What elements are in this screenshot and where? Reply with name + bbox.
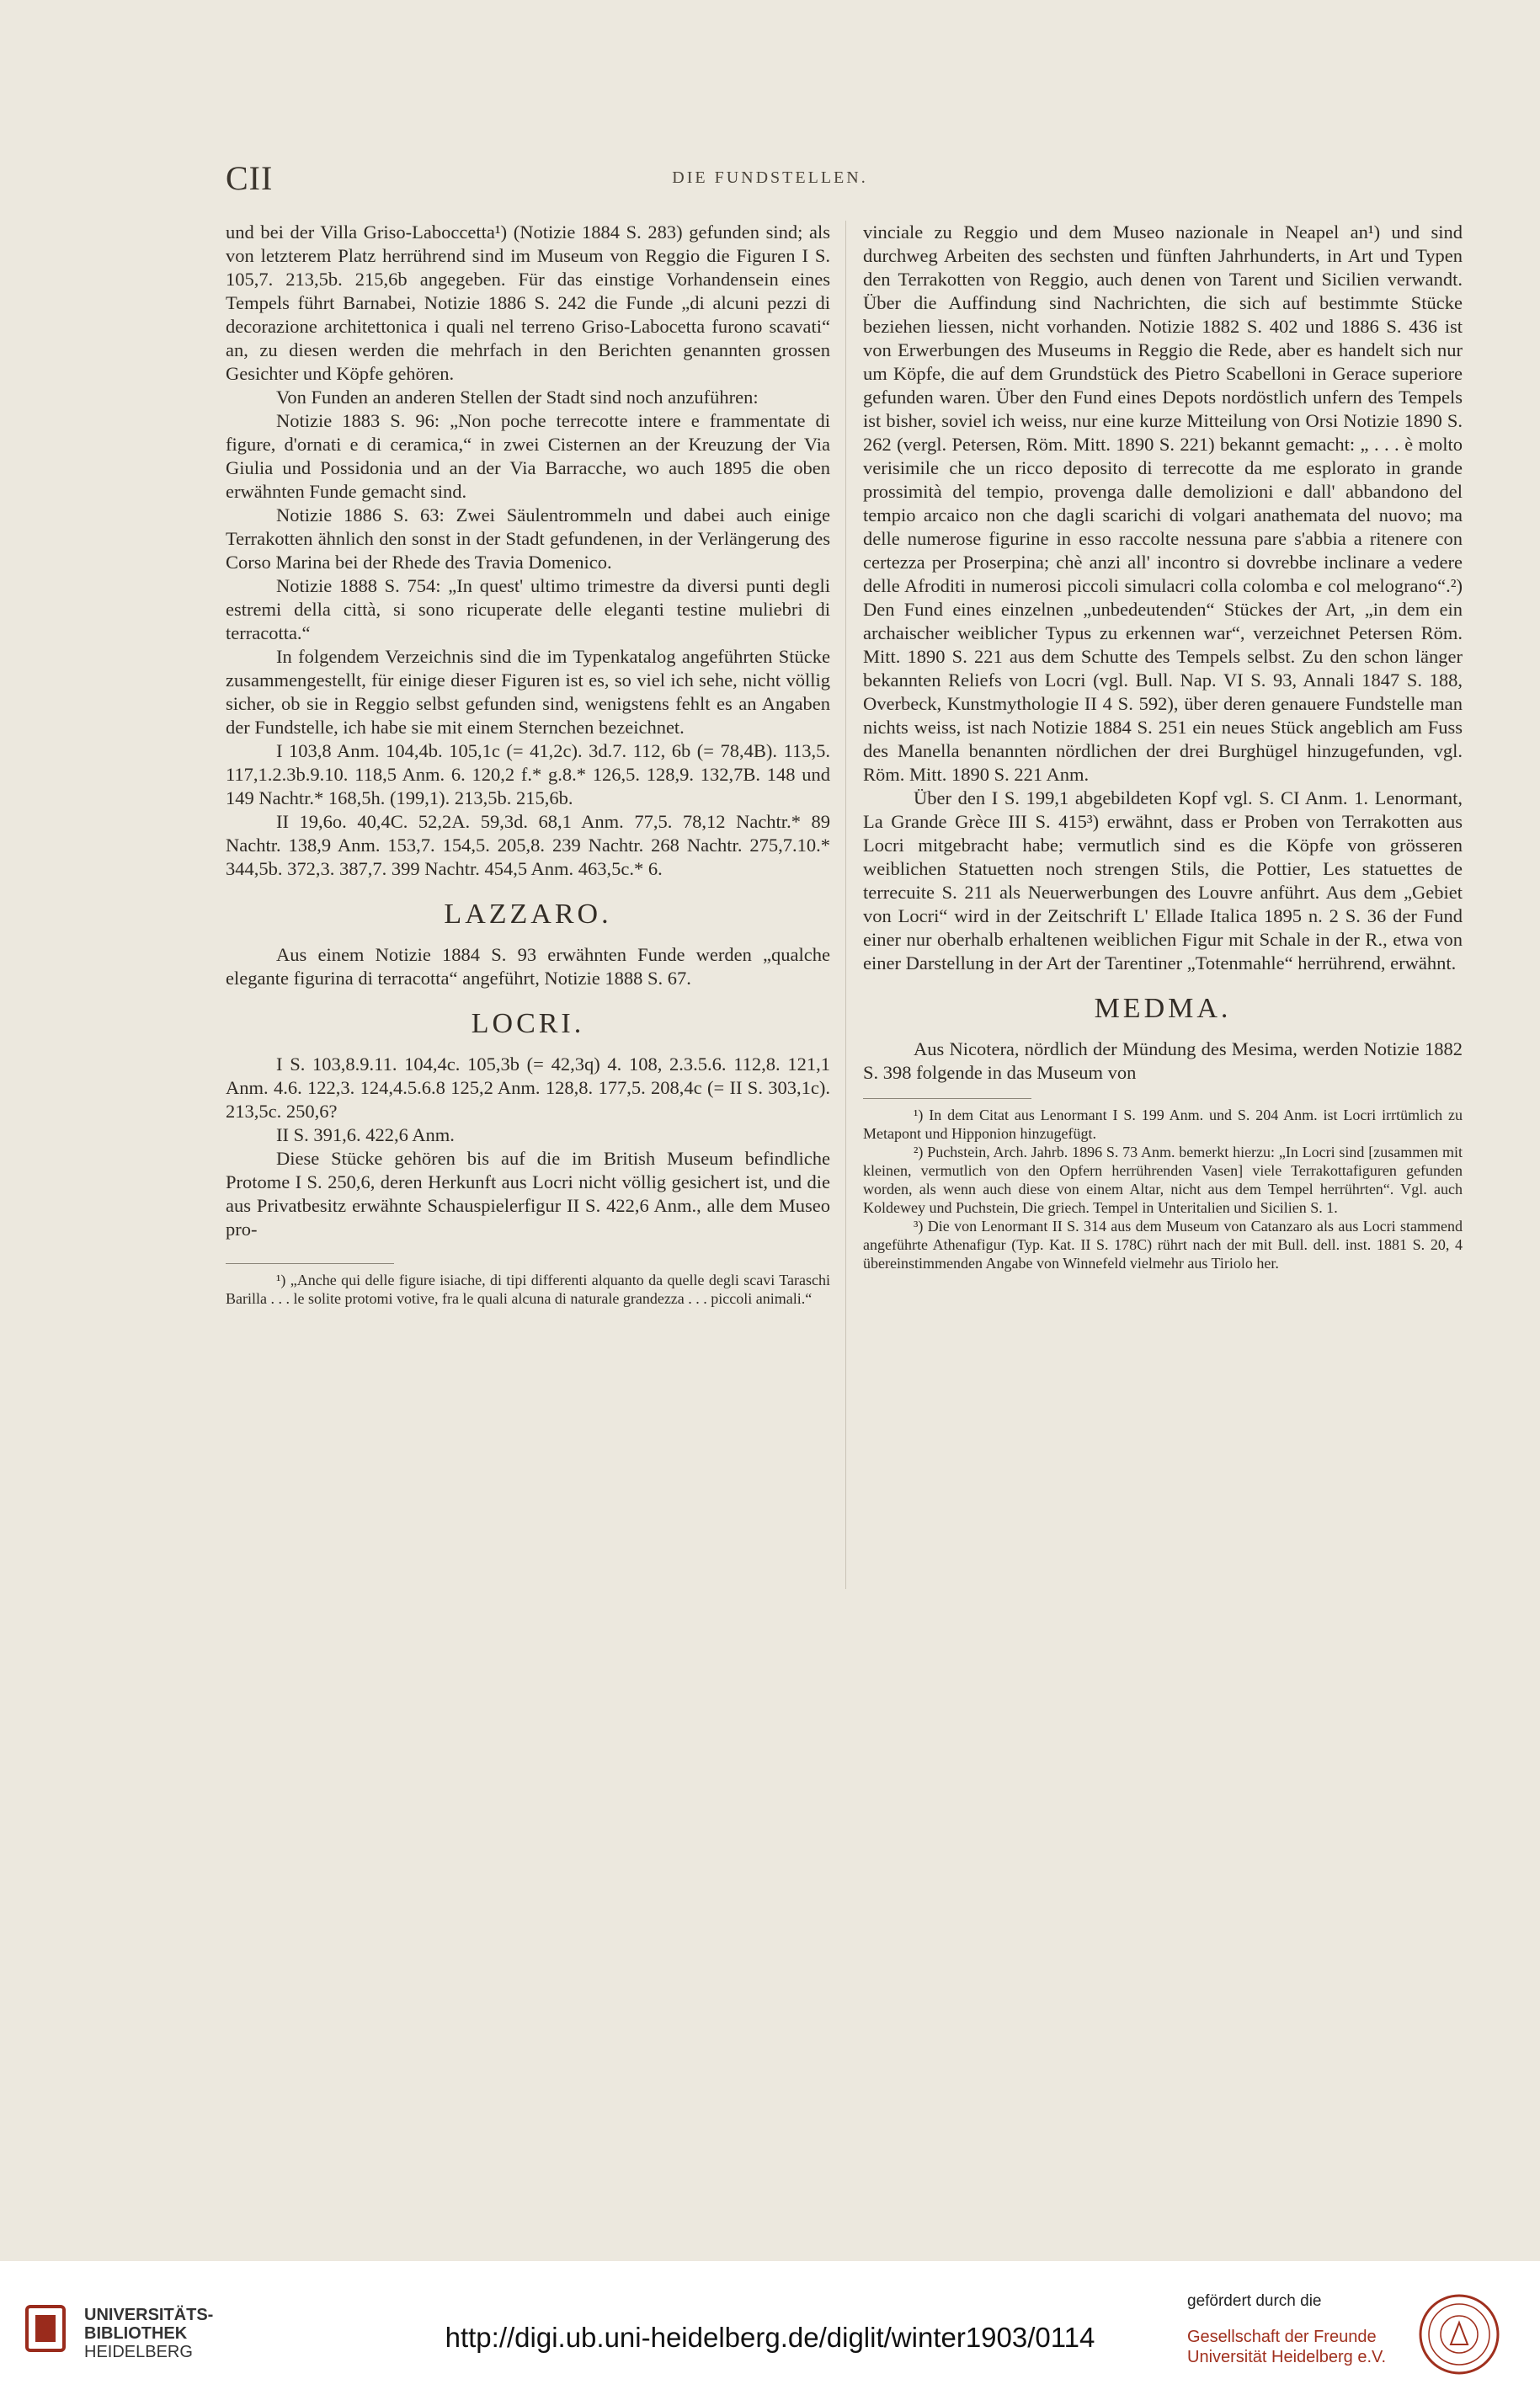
- society-name[interactable]: [1187, 2327, 1386, 2367]
- catalog-list: II S. 391,6. 422,6 Anm.: [276, 1124, 455, 1145]
- uni-line: UNIVERSITÄTS-: [84, 2306, 214, 2324]
- society-line: Gesellschaft der Freunde: [1187, 2328, 1377, 2346]
- footnote: ²) Puchstein, Arch. Jahrb. 1896 S. 73 Anm. bemerkt hierzu: „In Locri sind [zusammen mit kleinen, vermutlich von den Opfern herrührenden Vasen] viele Terrakottafiguren gefunden worden, als wenn auch diese von einem Altar, nicht aus dem Tempel herrührten“. Vgl. auch Koldewey und Puchstein, Die griech. Tempel in Unteritalien und Sicilien S. 1.: [863, 1144, 1463, 1216]
- page-number: CII: [226, 159, 274, 197]
- footnote-rule: [863, 1098, 1031, 1099]
- paragraph: Von Funden an anderen Stellen der Stadt sind noch anzuführen:: [276, 387, 759, 408]
- left-column: [226, 221, 830, 1308]
- uni-line: HEIDELBERG: [84, 2343, 193, 2361]
- footnote: ¹) „Anche qui delle figure isiache, di tipi differenti alquanto da quelle degli scavi Taraschi Barilla . . . le solite protomi votive, fra le quali alcuna di naturale grandezza . . . piccoli animali.“: [226, 1272, 830, 1307]
- catalog-list: I S. 103,8.9.11. 104,4c. 105,3b (= 42,3q) 4. 108, 2.3.5.6. 112,8. 121,1 Anm. 4.6. 122,3. 124,4.5.6.8 125,2 Anm. 128,8. 177,5. 208,4c (= II S. 303,1c). 213,5c. 250,6?: [226, 1053, 830, 1122]
- uni-line: BIBLIOTHEK: [84, 2324, 188, 2343]
- catalog-list: II 19,6o. 40,4C. 52,2A. 59,3d. 68,1 Anm. 77,5. 78,12 Nachtr.* 89 Nachtr. 138,9 Anm. 153,7. 154,5. 205,8. 239 Nachtr. 268 Nachtr. 275,7.10.* 344,5b. 372,3. 387,7. 399 Nachtr. 454,5 Anm. 463,5c.* 6.: [226, 811, 830, 879]
- society-seal-icon[interactable]: [1417, 2292, 1501, 2376]
- paragraph: Aus einem Notizie 1884 S. 93 erwähnten Funde werden „qualche elegante figurina di terracotta“ angeführt, Notizie 1888 S. 67.: [226, 944, 830, 989]
- funded-by-label: gefördert durch die: [1187, 2292, 1322, 2310]
- footnote-rule: [226, 1263, 394, 1264]
- paragraph: Diese Stücke gehören bis auf die im British Museum befindliche Protome I S. 250,6, deren Herkunft aus Locri nicht völlig gesichert ist, und die aus Privatbesitz erwähnte Schauspielerfigur II S. 422,6 Anm., alle dem Museo pro-: [226, 1148, 830, 1240]
- catalog-list: I 103,8 Anm. 104,4b. 105,1c (= 41,2c). 3d.7. 112, 6b (= 78,4B). 113,5. 117,1.2.3b.9.10. 118,5 Anm. 6. 120,2 f.* g.8.* 126,5. 128,9. 132,7B. 148 und 149 Nachtr.* 168,5h. (199,1). 213,5b. 215,6b.: [226, 740, 830, 808]
- paragraph: und bei der Villa Griso-Laboccetta¹) (Notizie 1884 S. 283) gefunden sind; als von letzterem Platz herrührend sind im Museum von Reggio die Figuren I S. 105,7. 213,5b. 215,6b angegeben. Für das einstige Vorhandensein eines Tempels führt Barnabei, Notizie 1886 S. 242 die Funde „di alcuni pezzi di decorazione architettonica i quali nel terreno Griso-Labocetta furono scavati“ an, zu diesen werden die mehrfach in den Berichten genannten grossen Gesichter und Köpfe gehören.: [226, 221, 830, 384]
- footnote: ³) Die von Lenormant II S. 314 aus dem Museum von Catanzaro als aus Locri stammend angeführte Athenafigur (Typ. Kat. II S. 178C) rührt nach der mit Bull. dell. inst. 1881 S. 20, 4 übereinstimmenden Angabe von Winnefeld vielmehr aus Tiriolo her.: [863, 1218, 1463, 1272]
- paragraph: In folgendem Verzeichnis sind die im Typenkatalog angeführten Stücke zusammengestellt, für einige dieser Figuren ist es, so viel ich sehe, nicht völlig sicher, ob sie in Reggio selbst gefunden sind, wenigstens fehlt es an Angaben der Fundstelle, ich habe sie mit einem Sternchen bezeichnet.: [226, 646, 830, 738]
- paragraph: Notizie 1888 S. 754: „In quest' ultimo trimestre da diversi punti degli estremi della città, si sono ricuperate delle eleganti testine muliebri di terracotta.“: [226, 575, 830, 643]
- right-column: [863, 221, 1463, 1272]
- column-divider: [845, 221, 846, 1589]
- running-title: DIE FUNDSTELLEN.: [672, 168, 868, 187]
- section-heading-locri: LOCRI.: [471, 1008, 585, 1039]
- footnote: ¹) In dem Citat aus Lenormant I S. 199 Anm. und S. 204 Anm. ist Locri irrtümlich zu Metapont und Hipponion hinzugefügt.: [863, 1107, 1463, 1142]
- paragraph: Notizie 1886 S. 63: Zwei Säulentrommeln und dabei auch einige Terrakotten ähnlich den sonst in der Stadt gefundenen, in der Verlängerung des Corso Marina bei der Rhede des Travia Domenico.: [226, 504, 830, 573]
- section-heading-medma: MEDMA.: [1094, 993, 1232, 1024]
- paragraph: Über den I S. 199,1 abgebildeten Kopf vgl. S. CI Anm. 1. Lenormant, La Grande Grèce III S. 415³) erwähnt, dass er Proben von Terrakotten aus Locri mitgebracht habe; vermutlich sind es die Köpfe von grösseren weiblichen Statuetten noch strengen Stils, die Pottier, Les statuettes de terrecuite S. 211 als Neuerwerbungen des Louvre anführt. Aus dem „Gebiet von Locri“ wird in der Zeitschrift L' Ellade Italica 1895 n. 2 S. 36 der Fund einer nur oberhalb erhaltenen weiblichen Figur mit Schale in der R., etwa von einer Darstellung in der Art der Tarentiner „Totenmahle“ herrührend, erwähnt.: [863, 787, 1463, 973]
- society-line: Universität Heidelberg e.V.: [1187, 2348, 1387, 2366]
- paragraph: Aus Nicotera, nördlich der Mündung des Mesima, werden Notizie 1882 S. 398 folgende in das Museum von: [863, 1038, 1463, 1083]
- paragraph: Notizie 1883 S. 96: „Non poche terrecotte intere e frammentate di figure, d'ornati e di ceramica,“ in zwei Cisternen an der Kreuzung der Via Giulia und Possidonia und an der Via Barracche, wo auch 1895 die oben erwähnten Funde gemacht sind.: [226, 410, 830, 502]
- paragraph: vinciale zu Reggio und dem Museo nazionale in Neapel an¹) und sind durchweg Arbeiten des sechsten und fünften Jahrhunderts, in Art und Typen den Terrakotten von Reggio, auch denen von Tarent und Sicilien verwandt. Über die Auffindung sind Nachrichten, die sich auf bestimmte Stücke beziehen liessen, nicht vorhanden. Notizie 1882 S. 402 und 1886 S. 436 ist von Erwerbungen des Museums in Reggio die Rede, aber es handelt sich nur um Köpfe, die auf dem Grundstück des Pietro Scabelloni in Gerace superiore gefunden waren. Über den Fund eines Depots nordöstlich unfern des Tempels ist bisher, soviel ich weiss, nur eine kurze Mitteilung von Orsi Notizie 1890 S. 262 (vergl. Petersen, Röm. Mitt. 1890 S. 221) bekannt gemacht: „ . . . è molto verisimile che un ricco deposito di terrecotte da me esplorato in grande prossimità del tempio, provenga dalle demolizioni e dall' abbandono del tempio arcaico non che dagli scarichi di volgari anathemata del nuovo; ma delle numerose figurine in esso raccolte nessuna pare s'abbia a ritenere con certezza per Proserpina; chè anzi all' incontro si dovrebbe inclinare a vedere delle Afroditi in numerosi piccoli simulacri colla colomba e col melograno“.²) Den Fund eines einzelnen „unbedeutenden“ Stückes der Art, „in dem ein archaischer weiblicher Typus zu erkennen war“, verzeichnet Petersen Röm. Mitt. 1890 S. 221 aus dem Schutte des Tempels selbst. Zu den schon länger bekannten Reliefs von Locri (vgl. Bull. Nap. VI S. 93, Annali 1847 S. 188, Overbeck, Kunstmythologie II 4 S. 592), über deren genauere Fundstelle man nichts weiss, ist nach Notizie 1884 S. 251 ein neues Stück angeblich am Fuss des Manella benannten nördlichen der drei Burghügel hinzugefunden, vgl. Röm. Mitt. 1890 S. 221 Anm.: [863, 221, 1463, 785]
- permalink-url[interactable]: http://digi.ub.uni-heidelberg.de/diglit/winter1903/0114: [445, 2322, 1095, 2353]
- section-heading-lazzaro: LAZZARO.: [444, 899, 612, 930]
